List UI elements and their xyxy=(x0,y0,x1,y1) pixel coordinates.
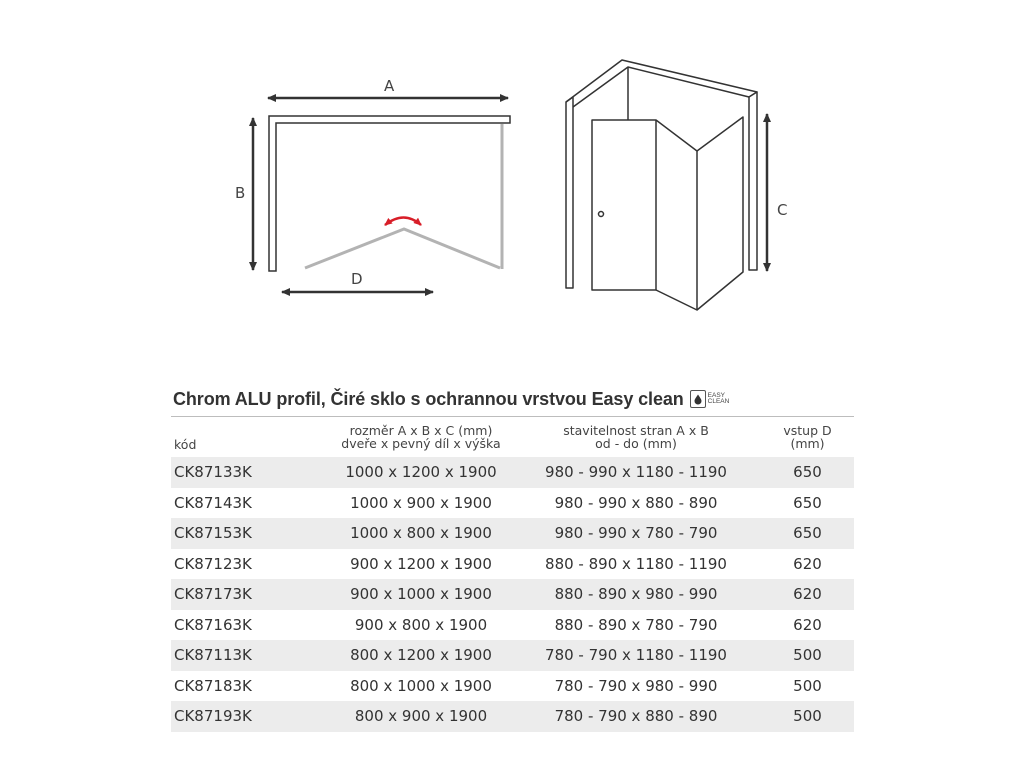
cell-size: 800 x 900 x 1900 xyxy=(354,707,488,726)
cell-entry: 650 xyxy=(793,463,822,482)
badge-line-1: EASY xyxy=(707,391,725,399)
easy-clean-label xyxy=(708,393,730,406)
table-row xyxy=(171,610,854,641)
header-entry xyxy=(761,424,854,450)
cell-adjust: 880 - 890 x 980 - 990 xyxy=(554,585,718,604)
cell-size: 900 x 800 x 1900 xyxy=(354,615,488,634)
dimension-a-label: A xyxy=(384,77,395,95)
cell-adjust: 980 - 990 x 1180 - 1190 xyxy=(545,463,727,482)
header-adjust-line-1: stavitelnost stran A x B xyxy=(563,423,709,438)
door-handle-icon xyxy=(599,212,604,217)
table-header xyxy=(171,417,854,457)
water-drop-icon xyxy=(690,390,706,408)
cell-code: CK87153K xyxy=(174,524,252,543)
cell-adjust: 880 - 890 x 1180 - 1190 xyxy=(545,554,727,573)
fixed-side-panel xyxy=(697,117,743,310)
table-row xyxy=(171,671,854,702)
header-code: kód xyxy=(174,437,197,452)
header-entry-line-1: vstup D xyxy=(783,423,832,438)
cell-adjust: 780 - 790 x 880 - 890 xyxy=(554,707,718,726)
cell-code: CK87133K xyxy=(174,463,252,482)
cell-entry: 620 xyxy=(793,554,822,573)
wall-profile xyxy=(269,116,510,271)
badge-line-2: CLEAN xyxy=(707,398,730,405)
cell-code: CK87163K xyxy=(174,615,252,634)
cell-code: CK87193K xyxy=(174,707,252,726)
cell-code: CK87183K xyxy=(174,676,252,695)
product-table xyxy=(171,416,854,732)
table-row xyxy=(171,457,854,488)
header-size-line-1: rozměr A x B x C (mm) xyxy=(349,423,493,438)
cell-entry: 650 xyxy=(793,493,822,512)
table-row xyxy=(171,640,854,671)
cell-adjust: 980 - 990 x 880 - 890 xyxy=(554,493,718,512)
cell-entry: 620 xyxy=(793,615,822,634)
door-swing-arrow xyxy=(385,218,421,226)
cell-size: 800 x 1200 x 1900 xyxy=(350,646,492,665)
cell-entry: 500 xyxy=(793,676,822,695)
cell-entry: 620 xyxy=(793,585,822,604)
cell-size: 1000 x 900 x 1900 xyxy=(350,493,492,512)
header-adjustability xyxy=(511,424,761,450)
product-title-row xyxy=(173,386,853,412)
cell-size: 1000 x 1200 x 1900 xyxy=(345,463,497,482)
easy-clean-badge xyxy=(690,390,730,408)
product-title: Chrom ALU profil, Čiré sklo s ochrannou vrstvou Easy clean xyxy=(173,388,684,409)
door-panel xyxy=(592,120,656,290)
cell-code: CK87173K xyxy=(174,585,252,604)
header-adjust-line-2: od - do (mm) xyxy=(595,436,677,451)
cell-size: 900 x 1200 x 1900 xyxy=(350,554,492,573)
right-wall xyxy=(749,92,757,270)
cell-size: 1000 x 800 x 1900 xyxy=(350,524,492,543)
cell-code: CK87113K xyxy=(174,646,252,665)
perspective-view xyxy=(566,60,787,310)
dimension-b-label: B xyxy=(235,184,246,202)
table-row xyxy=(171,518,854,549)
cell-code: CK87123K xyxy=(174,554,252,573)
cell-entry: 650 xyxy=(793,524,822,543)
cell-adjust: 880 - 890 x 780 - 790 xyxy=(554,615,718,634)
header-entry-line-2: (mm) xyxy=(790,436,825,451)
shower-enclosure-diagram xyxy=(0,0,1024,380)
cell-code: CK87143K xyxy=(174,493,252,512)
cell-adjust: 780 - 790 x 980 - 990 xyxy=(554,676,718,695)
dimension-d-label: D xyxy=(351,270,363,288)
table-row xyxy=(171,701,854,732)
table-row xyxy=(171,488,854,519)
dimension-c-label: C xyxy=(777,201,788,219)
header-size xyxy=(331,424,511,450)
table-row xyxy=(171,549,854,580)
header-size-line-2: dveře x pevný díl x výška xyxy=(341,436,501,451)
cell-entry: 500 xyxy=(793,707,822,726)
back-wall-top xyxy=(566,60,757,107)
plan-view xyxy=(235,77,510,292)
cell-adjust: 780 - 790 x 1180 - 1190 xyxy=(545,646,727,665)
folding-panel xyxy=(656,120,697,310)
cell-adjust: 980 - 990 x 780 - 790 xyxy=(554,524,718,543)
cell-size: 900 x 1000 x 1900 xyxy=(350,585,492,604)
cell-size: 800 x 1000 x 1900 xyxy=(350,676,492,695)
folding-door-glass xyxy=(305,229,500,268)
left-wall xyxy=(566,97,573,288)
table-row xyxy=(171,579,854,610)
cell-entry: 500 xyxy=(793,646,822,665)
